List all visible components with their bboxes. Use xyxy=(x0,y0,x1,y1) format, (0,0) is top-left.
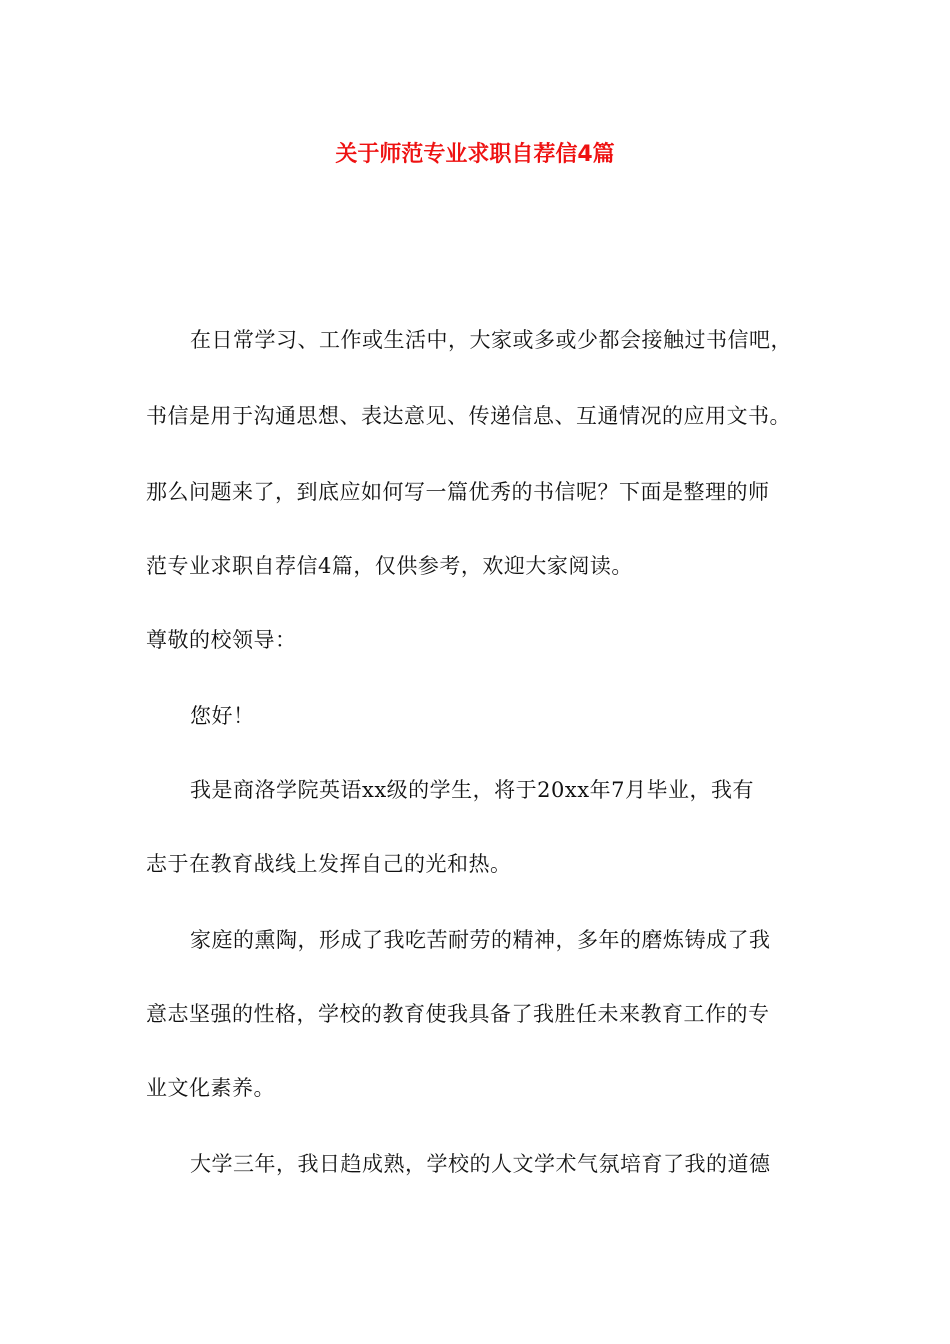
paragraph-line: 范专业求职自荐信4篇，仅供参考，欢迎大家阅读。 xyxy=(146,554,633,578)
paragraph-line: 大学三年，我日趋成熟，学校的人文学术气氛培育了我的道德 xyxy=(190,1152,771,1176)
paragraph-line: 意志坚强的性格，学校的教育使我具备了我胜任未来教育工作的专 xyxy=(146,1002,770,1026)
paragraph-line: 我是商洛学院英语xx级的学生，将于20xx年7月毕业，我有 xyxy=(190,778,754,802)
paragraph-line: 那么问题来了，到底应如何写一篇优秀的书信呢？下面是整理的师 xyxy=(146,480,770,504)
paragraph-line: 志于在教育战线上发挥自己的光和热。 xyxy=(146,852,512,876)
salutation: 尊敬的校领导： xyxy=(146,628,297,652)
paragraph-line: 书信是用于沟通思想、表达意见、传递信息、互通情况的应用文书。 xyxy=(146,404,791,428)
document-title: 关于师范专业求职自荐信4篇 xyxy=(335,142,615,167)
paragraph-line: 家庭的熏陶，形成了我吃苦耐劳的精神，多年的磨炼铸成了我 xyxy=(190,928,771,952)
paragraph-line: 业文化素养。 xyxy=(146,1076,275,1100)
greeting: 您好！ xyxy=(190,704,255,728)
paragraph-line: 在日常学习、工作或生活中，大家或多或少都会接触过书信吧， xyxy=(190,328,792,352)
